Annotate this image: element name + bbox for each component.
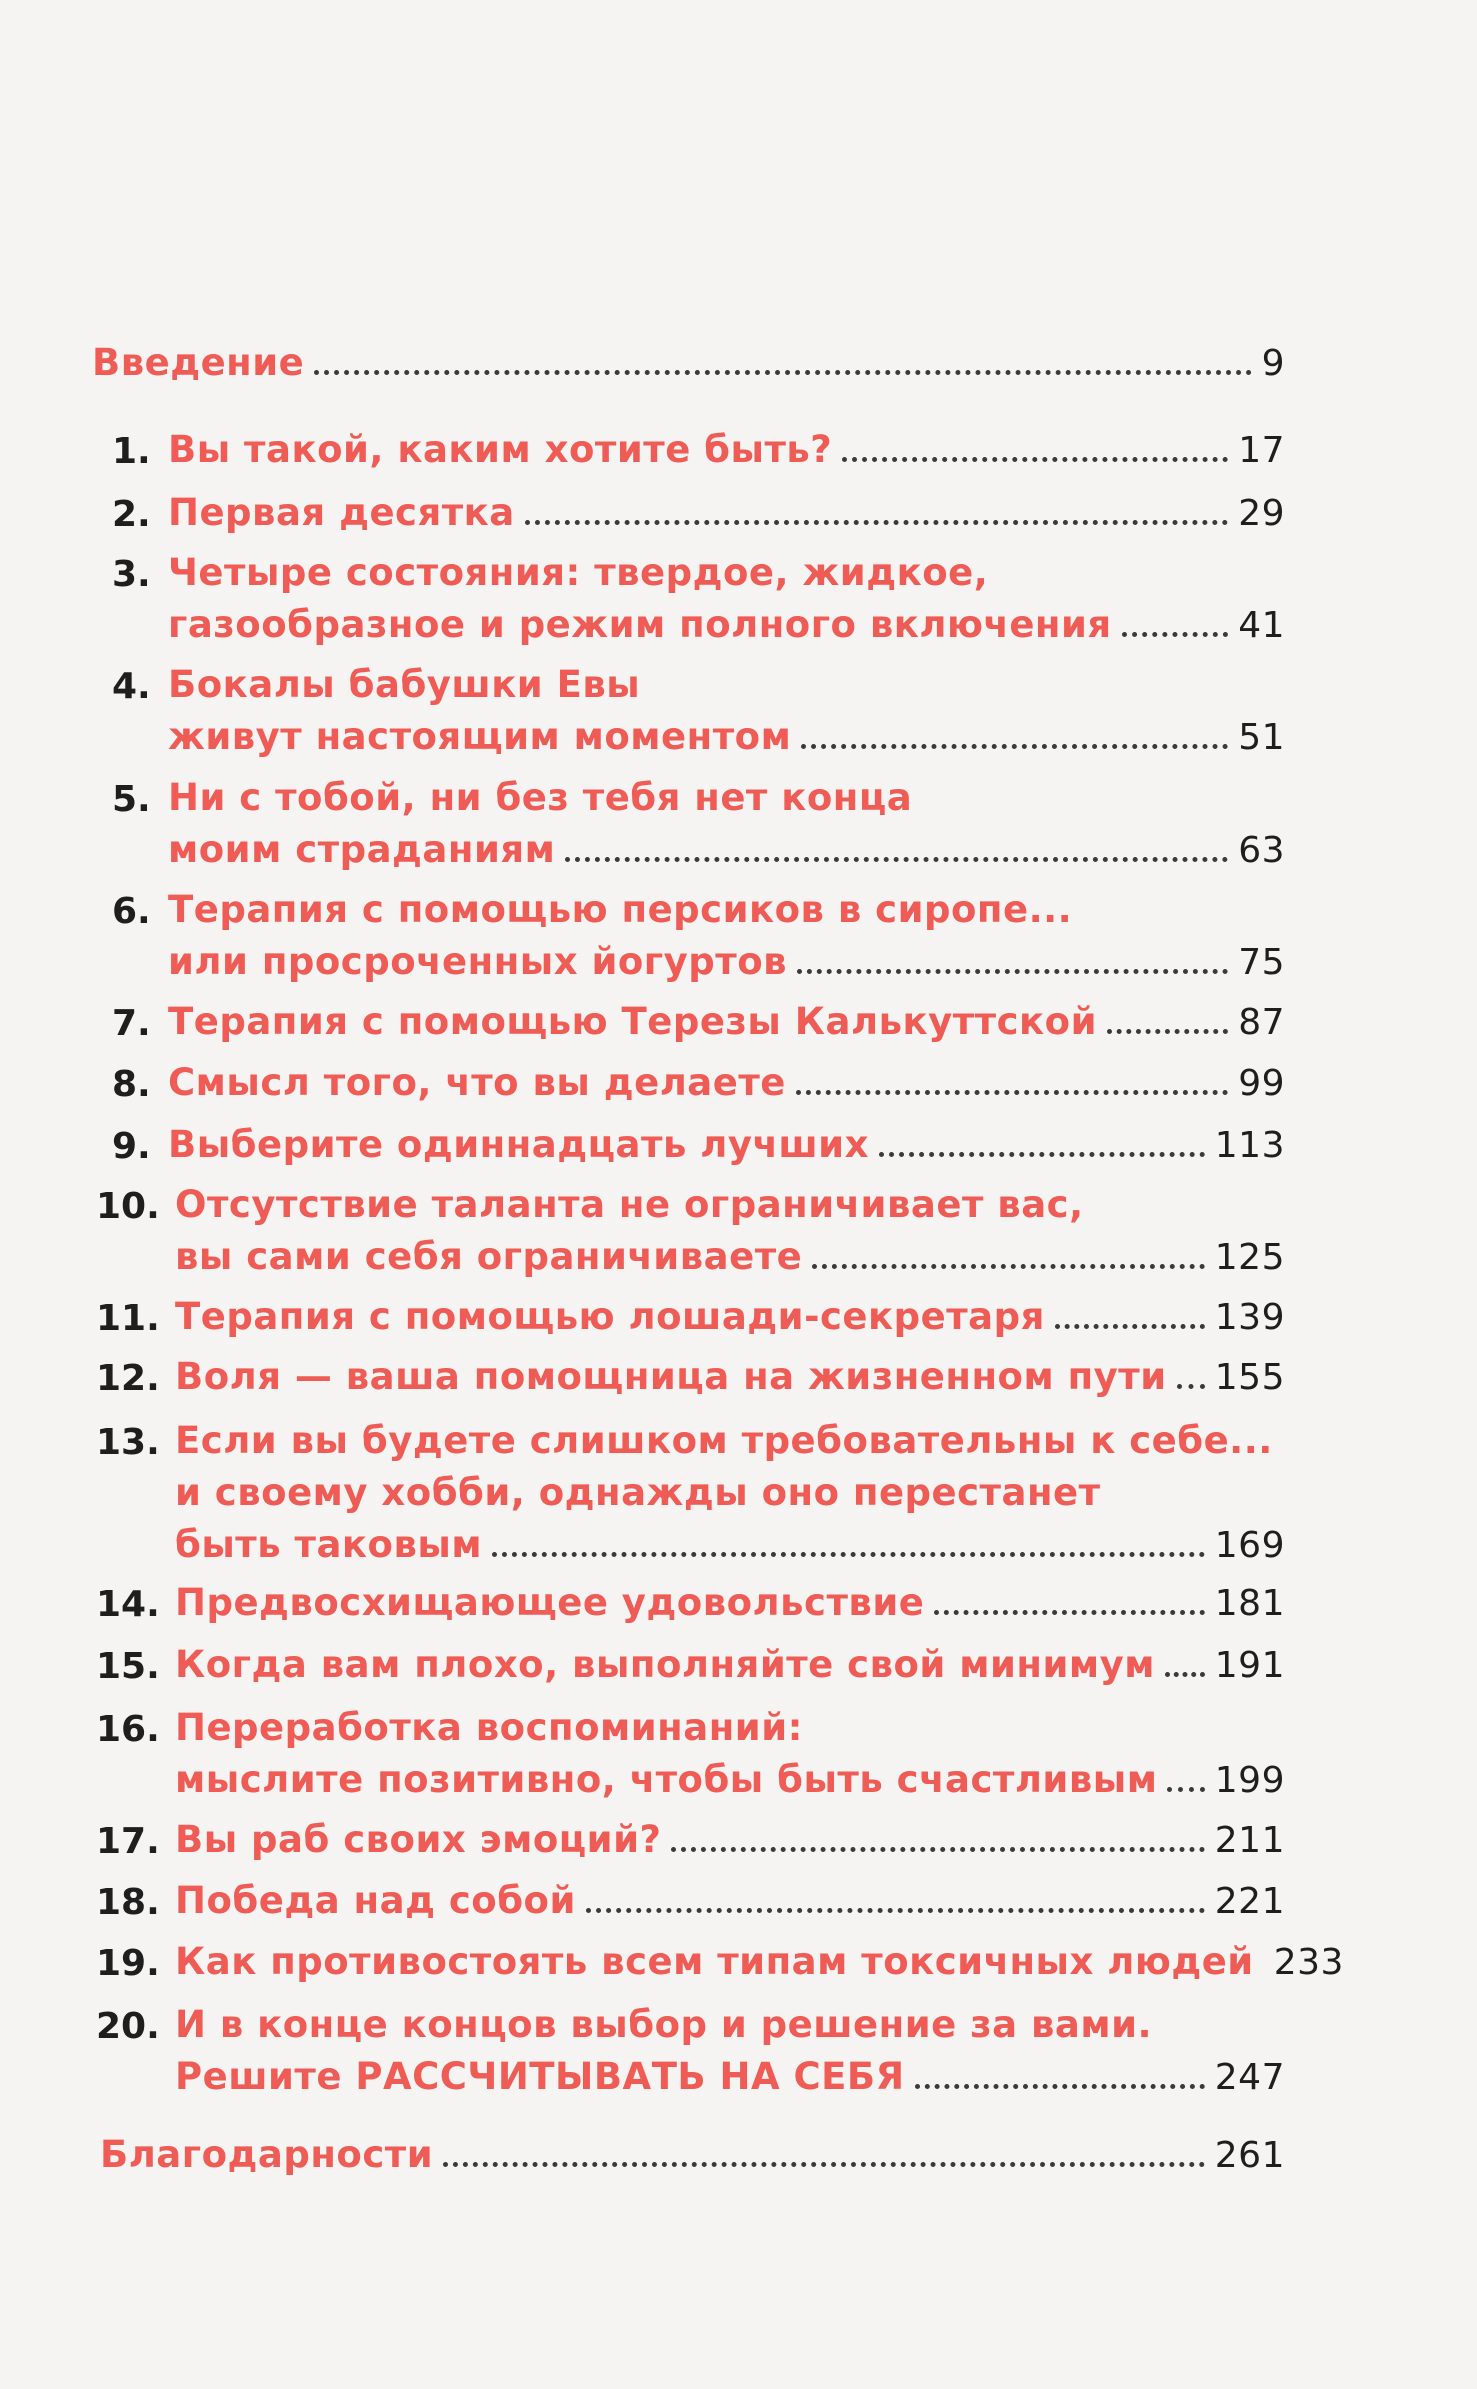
chapter-5-line	[168, 825, 1285, 875]
chapter-9-title[interactable]: Выберите одиннадцать лучших	[168, 1123, 869, 1166]
chapter-14-title[interactable]: Предвосхищающее удовольствие	[175, 1581, 925, 1624]
chapter-number: 16.	[96, 1709, 160, 1750]
chapter-11-line	[175, 1292, 1285, 1342]
chapter-title-line[interactable]: Терапия с помощью персиков в сиропе...	[168, 888, 1073, 931]
chapter-17-page-number: 211	[1214, 1820, 1285, 1861]
chapter-16-title[interactable]: мыслите позитивно, чтобы быть счастливым	[175, 1758, 1158, 1801]
dot-leader	[1122, 632, 1229, 637]
chapter-9-page-number: 113	[1214, 1125, 1285, 1166]
chapter-9-line	[168, 1120, 1285, 1170]
intro-line	[92, 338, 1285, 388]
chapter-20-page-number: 247	[1214, 2057, 1285, 2098]
chapter-title-line[interactable]: И в конце концов выбор и решение за вами.	[175, 2003, 1153, 2046]
chapter-3-page-number: 41	[1238, 605, 1285, 646]
intro-page-number: 9	[1261, 343, 1285, 384]
chapter-7-title[interactable]: Терапия с помощью Терезы Калькуттской	[168, 1000, 1097, 1043]
chapter-19-page-number: 233	[1273, 1942, 1344, 1983]
dot-leader	[796, 1090, 1228, 1095]
intro-title[interactable]: Введение	[92, 341, 305, 384]
chapter-number: 4.	[112, 666, 151, 707]
chapter-number: 17.	[96, 1821, 160, 1862]
outro-line	[100, 2130, 1285, 2180]
chapter-number: 7.	[112, 1003, 151, 1044]
dot-leader	[525, 520, 1228, 525]
chapter-number: 12.	[96, 1358, 160, 1399]
chapter-20-line	[175, 2052, 1285, 2102]
chapter-title-line[interactable]: Если вы будете слишком требовательны к себе...	[175, 1419, 1273, 1462]
chapter-15-page-number: 191	[1214, 1645, 1285, 1686]
chapter-8-title[interactable]: Смысл того, что вы делаете	[168, 1061, 786, 1104]
chapter-number: 10.	[96, 1186, 160, 1227]
chapter-1-line	[168, 425, 1285, 475]
chapter-number: 1.	[112, 431, 151, 472]
chapter-18-page-number: 221	[1214, 1881, 1285, 1922]
chapter-4-title[interactable]: живут настоящим моментом	[168, 715, 792, 758]
chapter-10-title[interactable]: вы сами себя ограничиваете	[175, 1235, 803, 1278]
chapter-number: 6.	[112, 891, 151, 932]
chapter-2-line	[168, 488, 1285, 538]
chapter-13-line	[175, 1520, 1285, 1570]
dot-leader	[915, 2084, 1205, 2089]
dot-leader	[797, 969, 1228, 974]
chapter-1-title[interactable]: Вы такой, каким хотите быть?	[168, 428, 833, 471]
dot-leader	[443, 2162, 1205, 2167]
chapter-14-line	[175, 1578, 1285, 1628]
dot-leader	[842, 457, 1228, 462]
dot-leader	[812, 1264, 1205, 1269]
chapter-7-page-number: 87	[1238, 1002, 1285, 1043]
chapter-number: 18.	[96, 1882, 160, 1923]
chapter-18-line	[175, 1876, 1285, 1926]
dot-leader	[565, 857, 1228, 862]
chapter-11-page-number: 139	[1214, 1297, 1285, 1338]
chapter-number: 15.	[96, 1646, 160, 1687]
chapter-12-page-number: 155	[1214, 1357, 1285, 1398]
dot-leader	[492, 1552, 1205, 1557]
chapter-number: 13.	[96, 1422, 160, 1463]
chapter-11-title[interactable]: Терапия с помощью лошади-секретаря	[175, 1295, 1045, 1338]
chapter-12-line	[175, 1352, 1285, 1402]
chapter-title-line[interactable]: Отсутствие таланта не ограничивает вас,	[175, 1183, 1084, 1226]
chapter-4-page-number: 51	[1238, 717, 1285, 758]
chapter-4-line	[168, 712, 1285, 762]
chapter-title-line[interactable]: Ни с тобой, ни без тебя нет конца	[168, 776, 913, 819]
chapter-title-line[interactable]: Бокалы бабушки Евы	[168, 663, 641, 706]
chapter-12-title[interactable]: Воля — ваша помощница на жизненном пути	[175, 1355, 1167, 1398]
chapter-title-line[interactable]: Переработка воспоминаний:	[175, 1706, 803, 1749]
chapter-13-page-number: 169	[1214, 1525, 1285, 1566]
chapter-number: 14.	[96, 1584, 160, 1625]
chapter-5-title[interactable]: моим страданиям	[168, 828, 556, 871]
dot-leader	[1177, 1384, 1205, 1389]
chapter-number: 11.	[96, 1298, 160, 1339]
chapter-number: 2.	[112, 494, 151, 535]
chapter-number: 3.	[112, 554, 151, 595]
chapter-3-title[interactable]: газообразное и режим полного включения	[168, 603, 1112, 646]
chapter-8-line	[168, 1058, 1285, 1108]
dot-leader	[879, 1152, 1205, 1157]
chapter-number: 8.	[112, 1064, 151, 1105]
chapter-number: 5.	[112, 779, 151, 820]
chapter-title-line[interactable]: и своему хобби, однажды оно перестанет	[175, 1471, 1101, 1514]
chapter-2-title[interactable]: Первая десятка	[168, 491, 515, 534]
dot-leader	[1055, 1324, 1205, 1329]
dot-leader	[1167, 1787, 1204, 1792]
chapter-16-page-number: 199	[1214, 1760, 1285, 1801]
chapter-15-title[interactable]: Когда вам плохо, выполняйте свой минимум	[175, 1643, 1155, 1686]
chapter-number: 9.	[112, 1126, 151, 1167]
outro-title[interactable]: Благодарности	[100, 2133, 434, 2176]
chapter-18-title[interactable]: Победа над собой	[175, 1879, 576, 1922]
chapter-10-line	[175, 1232, 1285, 1282]
chapter-15-line	[175, 1640, 1285, 1690]
chapter-5-page-number: 63	[1238, 830, 1285, 871]
dot-leader	[671, 1847, 1204, 1852]
chapter-3-line	[168, 600, 1285, 650]
chapter-7-line	[168, 997, 1285, 1047]
chapter-19-line	[175, 1937, 1344, 1987]
chapter-2-page-number: 29	[1238, 493, 1285, 534]
chapter-13-title[interactable]: быть таковым	[175, 1523, 483, 1566]
chapter-1-page-number: 17	[1238, 430, 1285, 471]
dot-leader	[586, 1908, 1205, 1913]
chapter-16-line	[175, 1755, 1285, 1805]
dot-leader	[934, 1610, 1204, 1615]
chapter-8-page-number: 99	[1238, 1063, 1285, 1104]
chapter-19-title[interactable]: Как противостоять всем типам токсичных людей	[175, 1940, 1254, 1983]
chapter-title-line[interactable]: Четыре состояния: твердое, жидкое,	[168, 551, 989, 594]
chapter-10-page-number: 125	[1214, 1237, 1285, 1278]
chapter-20-title[interactable]: Решите РАССЧИТЫВАТЬ НА СЕБЯ	[175, 2055, 905, 2098]
dot-leader	[1165, 1672, 1205, 1677]
chapter-6-page-number: 75	[1238, 942, 1285, 983]
chapter-number: 19.	[96, 1943, 160, 1984]
dot-leader	[801, 744, 1228, 749]
dot-leader	[314, 370, 1251, 375]
chapter-17-line	[175, 1815, 1285, 1865]
dot-leader	[1107, 1029, 1228, 1034]
chapter-6-line	[168, 937, 1285, 987]
chapter-17-title[interactable]: Вы раб своих эмоций?	[175, 1818, 662, 1861]
outro-page-number: 261	[1214, 2135, 1285, 2176]
chapter-number: 20.	[96, 2006, 160, 2047]
chapter-14-page-number: 181	[1214, 1583, 1285, 1624]
chapter-6-title[interactable]: или просроченных йогуртов	[168, 940, 788, 983]
